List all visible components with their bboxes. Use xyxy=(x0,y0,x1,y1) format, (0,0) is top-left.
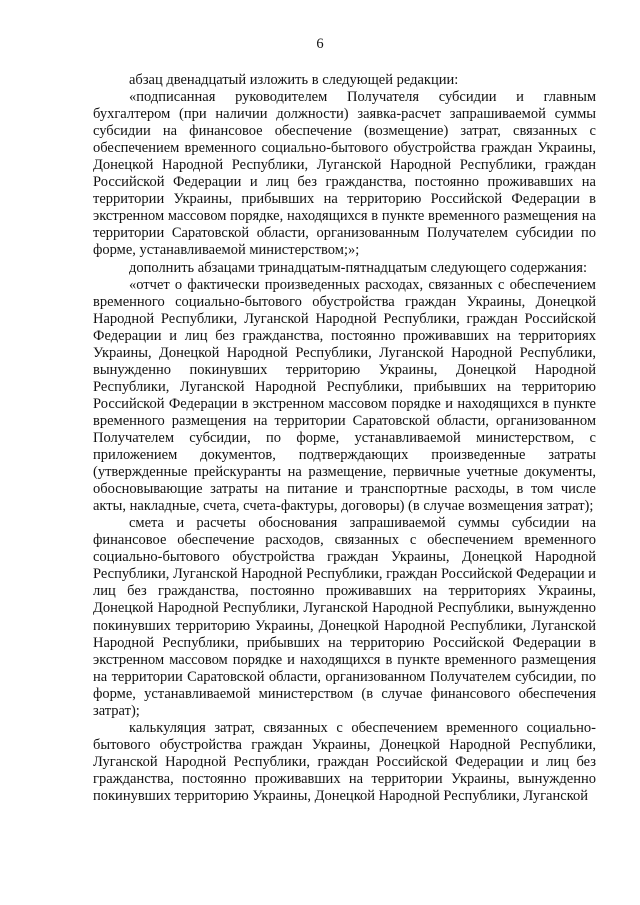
paragraph-amendment-intro: абзац двенадцатый изложить в следующей редакции: xyxy=(129,72,459,88)
paragraph-estimate: смета и расчеты обоснования запрашиваемой суммы субсидии на финансовое обеспечение расходов, связанных с обеспечением временного социально-бытового обустройства граждан Украины, Донецкой Народной Республики, Луганской Народной Республики, граждан Российской Федерации и лиц без гражданства, постоянно проживавших на территориях Украины, Донецкой Народной Республики, Луганской Народной Республики, вынужденно покинувших территорию Украины, Донецкой Народной Республики, Луганской Народной Республики, прибывших на территорию Российской Федерации в экстренном массовом порядке и находящихся в пункте временного размещения на территории Саратовской области, организованном Получателем субсидии, по форме, устанавливаемой министерством (в случае финансового обеспечения затрат); xyxy=(93,515,596,719)
paragraph-application-calculation: «подписанная руководителем Получателя субсидии и главным бухгалтером (при наличии должности) заявка-расчет запрашиваемой суммы субсидии на финансовое обеспечение (возмещение) затрат, связанных с обеспечением временного социально-бытового обустройства граждан Украины, Донецкой Народной Республики, Луганской Народной Республики, граждан Российской Федерации и лиц без гражданства, постоянно проживавших на территории Украины, прибывших на территорию Российской Федерации в экстренном массовом порядке, находящихся в пункте временного размещения на территории Саратовской области, организованным Получателем субсидии по форме, устанавливаемой министерством;»; xyxy=(93,89,596,259)
document-body xyxy=(93,72,596,805)
paragraph-expense-report: «отчет о фактически произведенных расходах, связанных с обеспечением временного социально-бытового обустройства граждан Украины, Донецкой Народной Республики, Луганской Народной Республики, граждан Российской Федерации и лиц без гражданства, постоянно проживавших на территориях Украины, Донецкой Народной Республики, Луганской Народной Республики, вынужденно покинувших территорию Украины, Донецкой Народной Республики, Луганской Народной Республики, прибывших на территорию Российской Федерации в экстренном массовом порядке и находящихся в пункте временного размещения на территории Саратовской области, организованном Получателем субсидии, по форме, устанавливаемой министерством, с приложением документов, подтверждающих произведенные затраты (утвержденные прейскуранты на размещение, первичные учетные документы, обосновывающие затраты на питание и транспортные расходы, в том числе акты, накладные, счета, счета-фактуры, договоры) (в случае возмещения затрат); xyxy=(93,276,596,515)
paragraph-supplement-intro: дополнить абзацами тринадцатым-пятнадцатым следующего содержания: xyxy=(129,259,587,276)
page-number: 6 xyxy=(316,36,324,52)
paragraph-cost-calculation: калькуляция затрат, связанных с обеспечением временного социально-бытового обустройства граждан Украины, Донецкой Народной Республики, Луганской Народной Республики, граждан Российской Федерации и лиц без гражданства, постоянно проживавших на территории Украины, вынужденно покинувших территорию Украины, Донецкой Народной Республики, Луганской xyxy=(93,719,596,804)
